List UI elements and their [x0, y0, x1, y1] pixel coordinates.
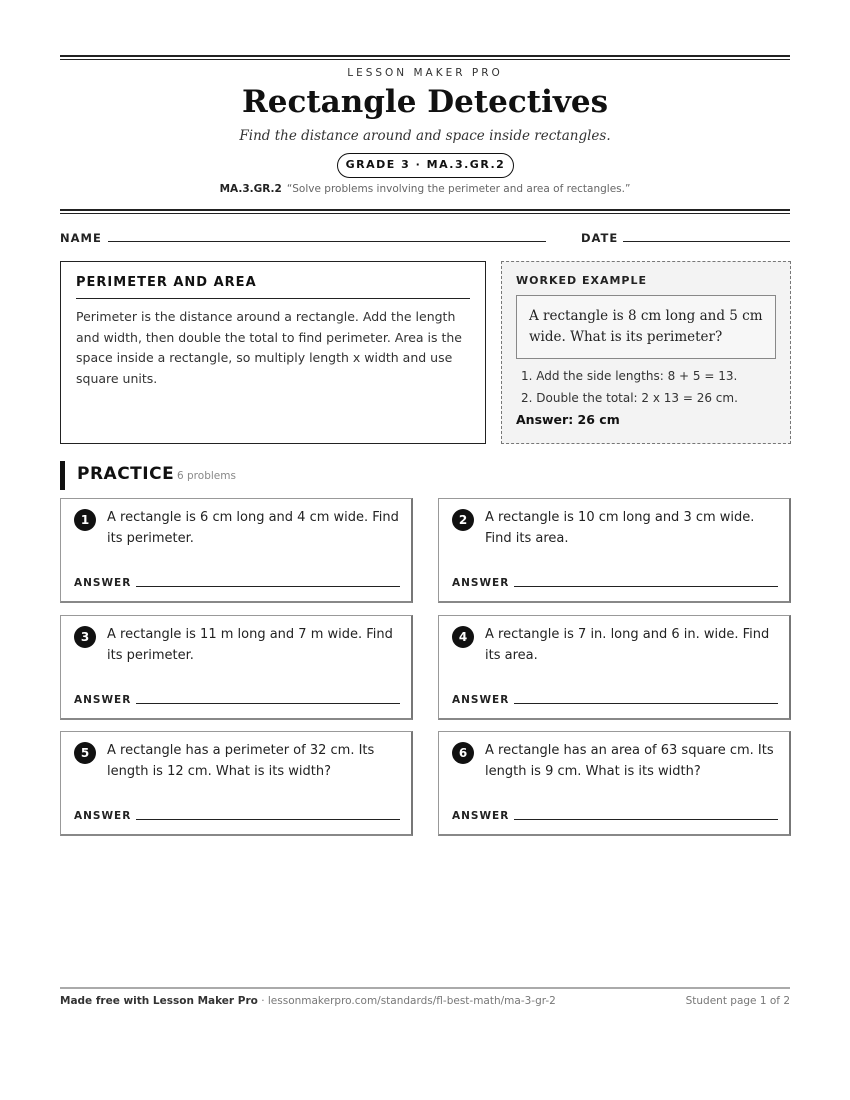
concept-body: Perimeter is the distance around a rectangle. Add the length and width, then double the total to find perimeter. Area is the space inside a rectangle, so multiply length x width and use square units.: [76, 309, 462, 386]
concept-heading: PERIMETER AND AREA: [76, 275, 470, 299]
answer-label: ANSWER: [74, 810, 132, 822]
problem-text: A rectangle has a perimeter of 32 cm. Its length is 12 cm. What is its width?: [107, 743, 375, 779]
date-field[interactable]: [623, 241, 790, 242]
date-label: DATE: [581, 231, 619, 245]
answer-field[interactable]: [136, 703, 400, 704]
answer-field[interactable]: [136, 586, 400, 587]
problem-card: [60, 498, 413, 603]
footer-credit: [60, 995, 556, 1007]
footer-page-number: Student page 1 of 2: [685, 995, 790, 1007]
answer-field[interactable]: [514, 703, 778, 704]
problem-text: A rectangle is 7 in. long and 6 in. wide. Find its area.: [485, 627, 770, 663]
header-bottom-rule: [60, 209, 790, 214]
page-title: Rectangle Detectives: [241, 84, 609, 120]
answer-label: ANSWER: [452, 810, 510, 822]
footer-url[interactable]: lessonmakerpro.com/standards/fl-best-math/ma-3-gr-2: [267, 995, 556, 1007]
problem-number-badge: 5: [74, 742, 96, 764]
answer-label: ANSWER: [452, 577, 510, 589]
problem-text: A rectangle has an area of 63 square cm. Its length is 9 cm. What is its width?: [485, 743, 774, 779]
problem-number-badge: 1: [74, 509, 96, 531]
problem-number-badge: 3: [74, 626, 96, 648]
answer-label: ANSWER: [452, 694, 510, 706]
problem-card: [438, 498, 791, 603]
footer-made-with: Made free with Lesson Maker Pro: [60, 995, 258, 1007]
problem-text: A rectangle is 10 cm long and 3 cm wide. Find its area.: [485, 510, 755, 546]
problem-card: [438, 731, 791, 836]
header-top-rule: [60, 55, 790, 60]
concept-box: [60, 261, 486, 444]
problem-number-badge: 2: [452, 509, 474, 531]
problem-text: A rectangle is 11 m long and 7 m wide. Find its perimeter.: [107, 627, 393, 663]
worked-example-question: A rectangle is 8 cm long and 5 cm wide. What is its perimeter?: [516, 295, 776, 359]
brand-name: LESSON MAKER PRO: [347, 67, 503, 79]
grade-badge: GRADE 3 · MA.3.GR.2: [337, 153, 514, 178]
answer-label: ANSWER: [74, 577, 132, 589]
answer-field[interactable]: [514, 586, 778, 587]
standard-code: MA.3.GR.2: [219, 183, 282, 195]
worked-example-answer: Answer: 26 cm: [516, 412, 620, 427]
page-subtitle: Find the distance around and space inside rectangles.: [239, 128, 611, 144]
worked-example-steps: [516, 365, 776, 409]
answer-field[interactable]: [514, 819, 778, 820]
standard-statement: [0, 183, 850, 195]
practice-accent-bar: [60, 461, 65, 490]
name-field[interactable]: [108, 241, 546, 242]
problem-number-badge: 4: [452, 626, 474, 648]
answer-field[interactable]: [136, 819, 400, 820]
worked-example-step: 1. Add the side lengths: 8 + 5 = 13.: [521, 369, 738, 383]
worked-example-step: 2. Double the total: 2 x 13 = 26 cm.: [521, 391, 738, 405]
practice-heading: PRACTICE: [77, 464, 175, 484]
practice-count: 6 problems: [177, 470, 236, 482]
footer-separator: ·: [257, 995, 268, 1007]
problem-card: [438, 615, 791, 720]
problem-card: [60, 731, 413, 836]
problem-number-badge: 6: [452, 742, 474, 764]
footer-rule: [60, 987, 790, 989]
problem-card: [60, 615, 413, 720]
worked-example-heading: WORKED EXAMPLE: [516, 274, 647, 287]
answer-label: ANSWER: [74, 694, 132, 706]
worked-example-box: [501, 261, 791, 444]
standard-text: “Solve problems involving the perimeter and area of rectangles.”: [286, 183, 631, 195]
problem-text: A rectangle is 6 cm long and 4 cm wide. Find its perimeter.: [107, 510, 399, 546]
name-label: NAME: [60, 231, 102, 245]
